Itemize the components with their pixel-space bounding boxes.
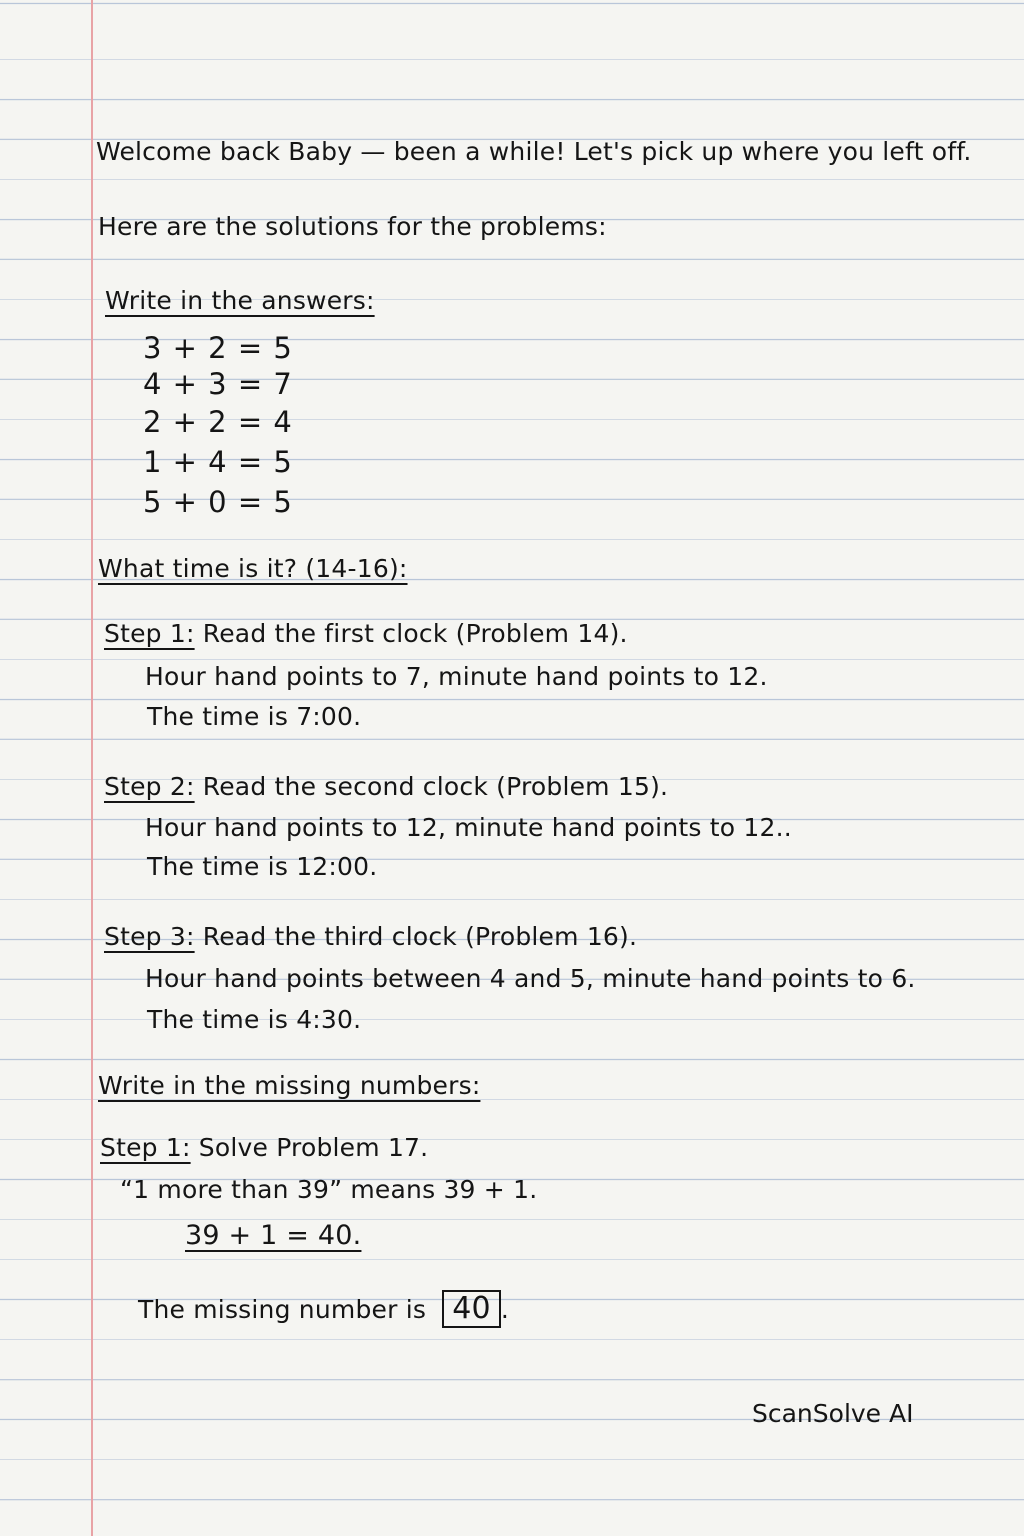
margin-line xyxy=(91,0,93,1536)
missing-answer-line xyxy=(138,1290,509,1328)
time-step-3 xyxy=(104,921,637,953)
time-step-3-result: The time is 4:30. xyxy=(147,1005,362,1034)
heading-write-answers: Write in the answers: xyxy=(105,286,375,315)
missing-work: 39 + 1 = 40. xyxy=(185,1220,362,1251)
time-step-2-result: The time is 12:00. xyxy=(147,852,378,881)
time-step-3-detail: Hour hand points between 4 and 5, minute hand points to 6. xyxy=(145,964,916,993)
answer-suffix: . xyxy=(500,1295,509,1324)
step-label: Step 1: xyxy=(104,619,195,648)
step-title: Read the first clock (Problem 14). xyxy=(202,619,628,648)
heading-what-time: What time is it? (14-16): xyxy=(98,554,408,583)
time-step-1-result: The time is 7:00. xyxy=(147,702,362,731)
equation-5: 5 + 0 = 5 xyxy=(143,485,293,519)
lead-text: Here are the solutions for the problems: xyxy=(98,212,607,241)
step-label: Step 3: xyxy=(104,922,195,951)
answer-box: 40 xyxy=(442,1290,501,1328)
equation-2: 4 + 3 = 7 xyxy=(143,367,293,401)
equation-4: 1 + 4 = 5 xyxy=(143,445,293,479)
heading-missing-numbers: Write in the missing numbers: xyxy=(98,1071,481,1100)
time-step-2 xyxy=(104,771,668,803)
step-title: Solve Problem 17. xyxy=(198,1133,429,1162)
step-label: Step 1: xyxy=(100,1133,191,1162)
time-step-1 xyxy=(104,618,628,650)
greeting-text: Welcome back Baby — been a while! Let's pick up where you left off. xyxy=(96,137,972,166)
missing-meaning: “1 more than 39” means 39 + 1. xyxy=(120,1175,538,1204)
step-title: Read the third clock (Problem 16). xyxy=(202,922,638,951)
time-step-1-detail: Hour hand points to 7, minute hand points to 12. xyxy=(145,662,768,691)
step-title: Read the second clock (Problem 15). xyxy=(202,772,669,801)
answer-prefix: The missing number is xyxy=(138,1295,427,1324)
step-label: Step 2: xyxy=(104,772,195,801)
signature: ScanSolve AI xyxy=(752,1399,914,1428)
equation-3: 2 + 2 = 4 xyxy=(143,405,293,439)
time-step-2-detail: Hour hand points to 12, minute hand points to 12.. xyxy=(145,813,792,842)
missing-step-1 xyxy=(100,1132,428,1164)
equation-1: 3 + 2 = 5 xyxy=(143,331,293,365)
